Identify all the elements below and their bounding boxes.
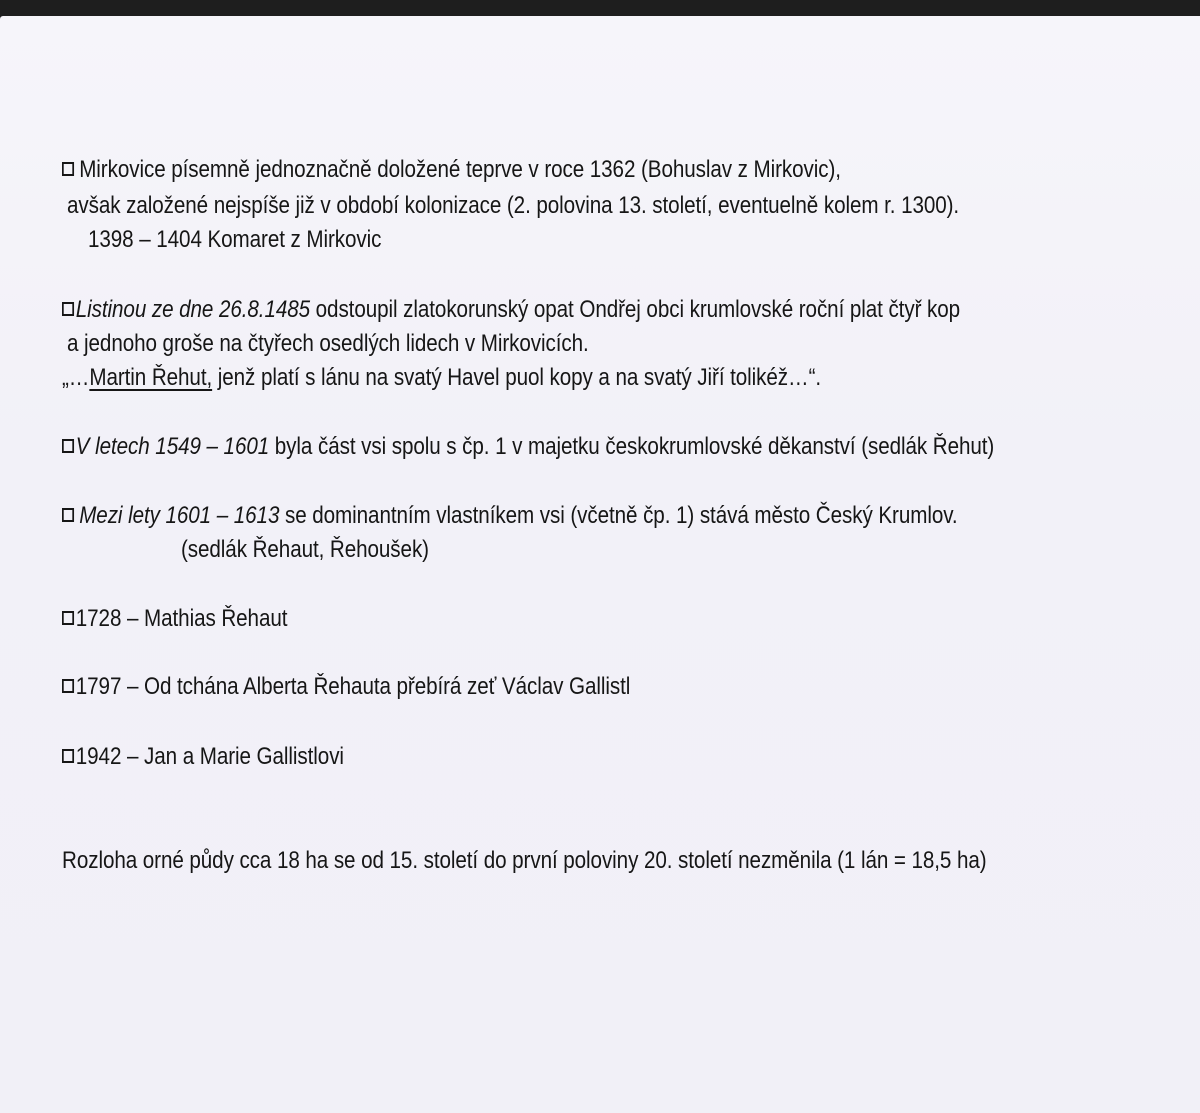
paragraph-3-text: byla část vsi spolu s čp. 1 v majetku českokrumlovské děkanství (sedlák Řehut) bbox=[269, 433, 995, 460]
quote-text: jenž platí s lánu na svatý Havel puol kopy a na svatý Jiří tolikéž…“. bbox=[212, 364, 822, 391]
paragraph-2-text: odstoupil zlatokorunský opat Ondřej obci krumlovské roční plat čtyř kop bbox=[310, 296, 961, 323]
checkbox-bullet-icon bbox=[62, 749, 74, 763]
slide bbox=[0, 16, 1200, 1113]
paragraph-4-line-2: (sedlák Řehaut, Řehoušek) bbox=[181, 536, 429, 563]
quote-name: Martin Řehut, bbox=[89, 364, 213, 391]
checkbox-bullet-icon bbox=[62, 679, 74, 693]
footer-text: Rozloha orné půdy cca 18 ha se od 15. století do první poloviny 20. století nezměnila (1 lán = 18,5 ha) bbox=[62, 847, 987, 874]
paragraph-4-text: se dominantním vlastníkem vsi (včetně čp. 1) stává město Český Krumlov. bbox=[279, 502, 958, 529]
paragraph-6 bbox=[62, 672, 630, 702]
quote-open: „… bbox=[62, 364, 90, 391]
checkbox-bullet-icon bbox=[62, 302, 74, 316]
paragraph-3-italic: V letech 1549 – 1601 bbox=[75, 433, 270, 460]
paragraph-4-italic: Mezi lety 1601 – 1613 bbox=[79, 502, 280, 529]
paragraph-2-italic: Listinou ze dne 26.8.1485 bbox=[75, 296, 311, 323]
checkbox-bullet-icon bbox=[62, 508, 74, 522]
paragraph-2-line-2: a jednoho groše na čtyřech osedlých lidech v Mirkovicích. bbox=[67, 330, 589, 357]
paragraph-2-line-1 bbox=[62, 295, 960, 325]
checkbox-bullet-icon bbox=[62, 162, 74, 176]
paragraph-2-quote bbox=[62, 363, 821, 393]
paragraph-5 bbox=[62, 604, 287, 634]
paragraph-1-line-3: 1398 – 1404 Komaret z Mirkovic bbox=[88, 226, 382, 253]
paragraph-1-line-1 bbox=[62, 155, 841, 185]
paragraph-1-text: Mirkovice písemně jednoznačně doložené teprve v roce 1362 (Bohuslav z Mirkovic), bbox=[79, 156, 841, 183]
checkbox-bullet-icon bbox=[62, 439, 74, 453]
paragraph-6-text: 1797 – Od tchána Alberta Řehauta přebírá zeť Václav Gallistl bbox=[75, 673, 631, 700]
checkbox-bullet-icon bbox=[62, 611, 74, 625]
paragraph-5-text: 1728 – Mathias Řehaut bbox=[75, 605, 288, 632]
paragraph-1-line-2: avšak založené nejspíše již v období kolonizace (2. polovina 13. století, eventuelně kolem r. 1300). bbox=[67, 192, 960, 219]
paragraph-4-line-1 bbox=[62, 501, 958, 531]
paragraph-7 bbox=[62, 742, 344, 772]
paragraph-7-text: 1942 – Jan a Marie Gallistlovi bbox=[75, 743, 344, 770]
paragraph-3 bbox=[62, 432, 994, 462]
